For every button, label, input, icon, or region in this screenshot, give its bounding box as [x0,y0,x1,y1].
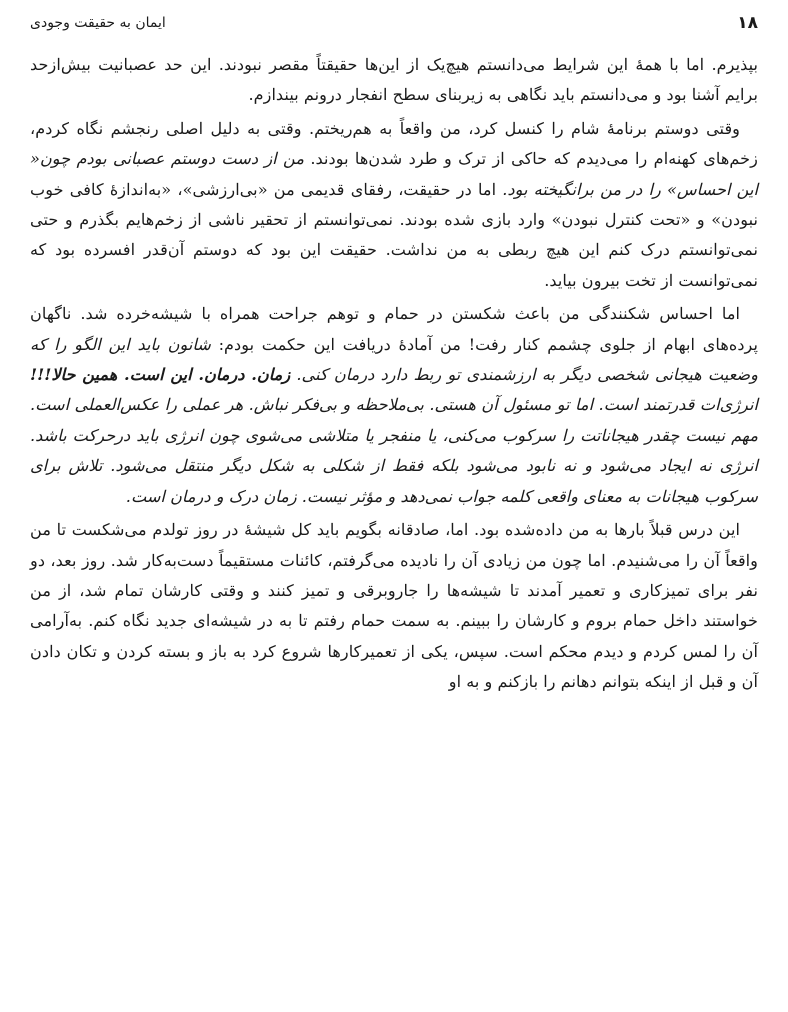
paragraph-4-text: این درس قبلاً بارها به من داده‌شده بود. اما، صادقانه بگویم باید کل شیشهٔ در روز تولدم می‌شکست تا من واقعاً آن را می‌شنیدم. اما چون من زیادی آن را نادیده می‌گرفتم، کائنات مستقیماً دست‌به‌کار شد. روز بعد، دو نفر برای تمیزکاری و تعمیر آمدند تا شیشه‌ها را جاروبرقی و تمیز کنند و وقتی کارشان تمام شد، از من خواستند داخل حمام بروم و کارشان را ببینم. به سمت حمام رفتم تا به در شیشه‌ای جدید نگاه کنم. به‌آرامی آن را لمس کردم و دیدم محکم است. سپس، یکی از تعمیرکارها شروع کرد به باز و بسته کردن و تکان دادن آن و قبل از اینکه بتوانم دهانم را بازکنم و به او [30,520,758,692]
paragraph-1 [30,50,758,111]
paragraph-3-italic-continuation: انرژی‌ات قدرتمند است. اما تو مسئول آن هستی. بی‌ملاحظه و بی‌فکر نباش. هر عملی را عکس‌العملی است. مهم نیست چقدر هیجاناتت را سرکوب می‌کنی، یا منفجر یا متلاشی می‌شوی چون انرژی باید درحرکت باشد. انرژی نه ایجاد می‌شود و نه نابود می‌شود بلکه فقط از شکلی به شکل دیگر منتقل می‌شود. تلاش برای سرکوب هیجانات به معنای واقعی کلمه جواب نمی‌دهد و مؤثر نیست. زمان درک و درمان است. [30,395,758,506]
running-title: ایمان به حقیقت وجودی [30,15,166,31]
paragraph-2-italic-text: من از دست دوستم عصبانی بودم چون« این احساس» را در من برانگیخته بود. [30,149,758,199]
paragraph-3-italic-message: شانون باید این الگو را که وضعیت هیجانی شخصی دیگر به ارزشمندی تو ربط دارد درمان کنی. [30,334,758,385]
paragraph-2-continuation: اما در حقیقت، رفقای قدیمی من «بی‌ارزشی»، «به‌اندازهٔ کافی خوب نبودن» و «تحت کنترل نبودن» وارد بازی شده بودند. نمی‌توانستم از تحقیر ناشی از زخم‌هایم بگذرم و حتی نمی‌توانستم درک کنم این هیچ ربطی به من نداشت. حقیقت این بود که دوستم آن‌قدر افسرده بود که نمی‌توانست از تخت بیرون بیاید. [30,179,758,290]
paragraph-3 [30,299,758,512]
paragraph-2-text: وقتی دوستم برنامهٔ شام را کنسل کرد، من واقعاً به هم‌ریختم. وقتی به دلیل اصلی رنجشم نگاه کردم، زخم‌های کهنه‌ام را می‌دیدم که حاکی از ترک و طرد شدن‌ها بودند. [30,118,758,169]
paragraph-2 [30,114,758,296]
page-header [30,10,758,36]
paragraph-3-emphasis: زمان. درمان. این است. همین حالا!!! [30,365,291,385]
paragraph-1-text: بپذیرم. اما با همهٔ این شرایط می‌دانستم هیچ‌یک از این‌ها حقیقتاً مقصر نبودند. این حد عصبانیت بیش‌ازحد برایم آشنا بود و می‌دانستم باید نگاهی به زیربنای سطح انفجار درونم بیندازم. [30,55,758,105]
paragraph-4 [30,515,758,697]
page-body [30,50,758,701]
page-number: ۱۸ [737,13,758,33]
paragraph-3-text: اما احساس شکنندگی من باعث شکستن در حمام و توهم جراحت همراه با شیشه‌خرده شد. ناگهان پرده‌های ابهام از جلوی چشمم کنار رفت! من آمادهٔ دریافت این حکمت بودم: [30,304,758,354]
